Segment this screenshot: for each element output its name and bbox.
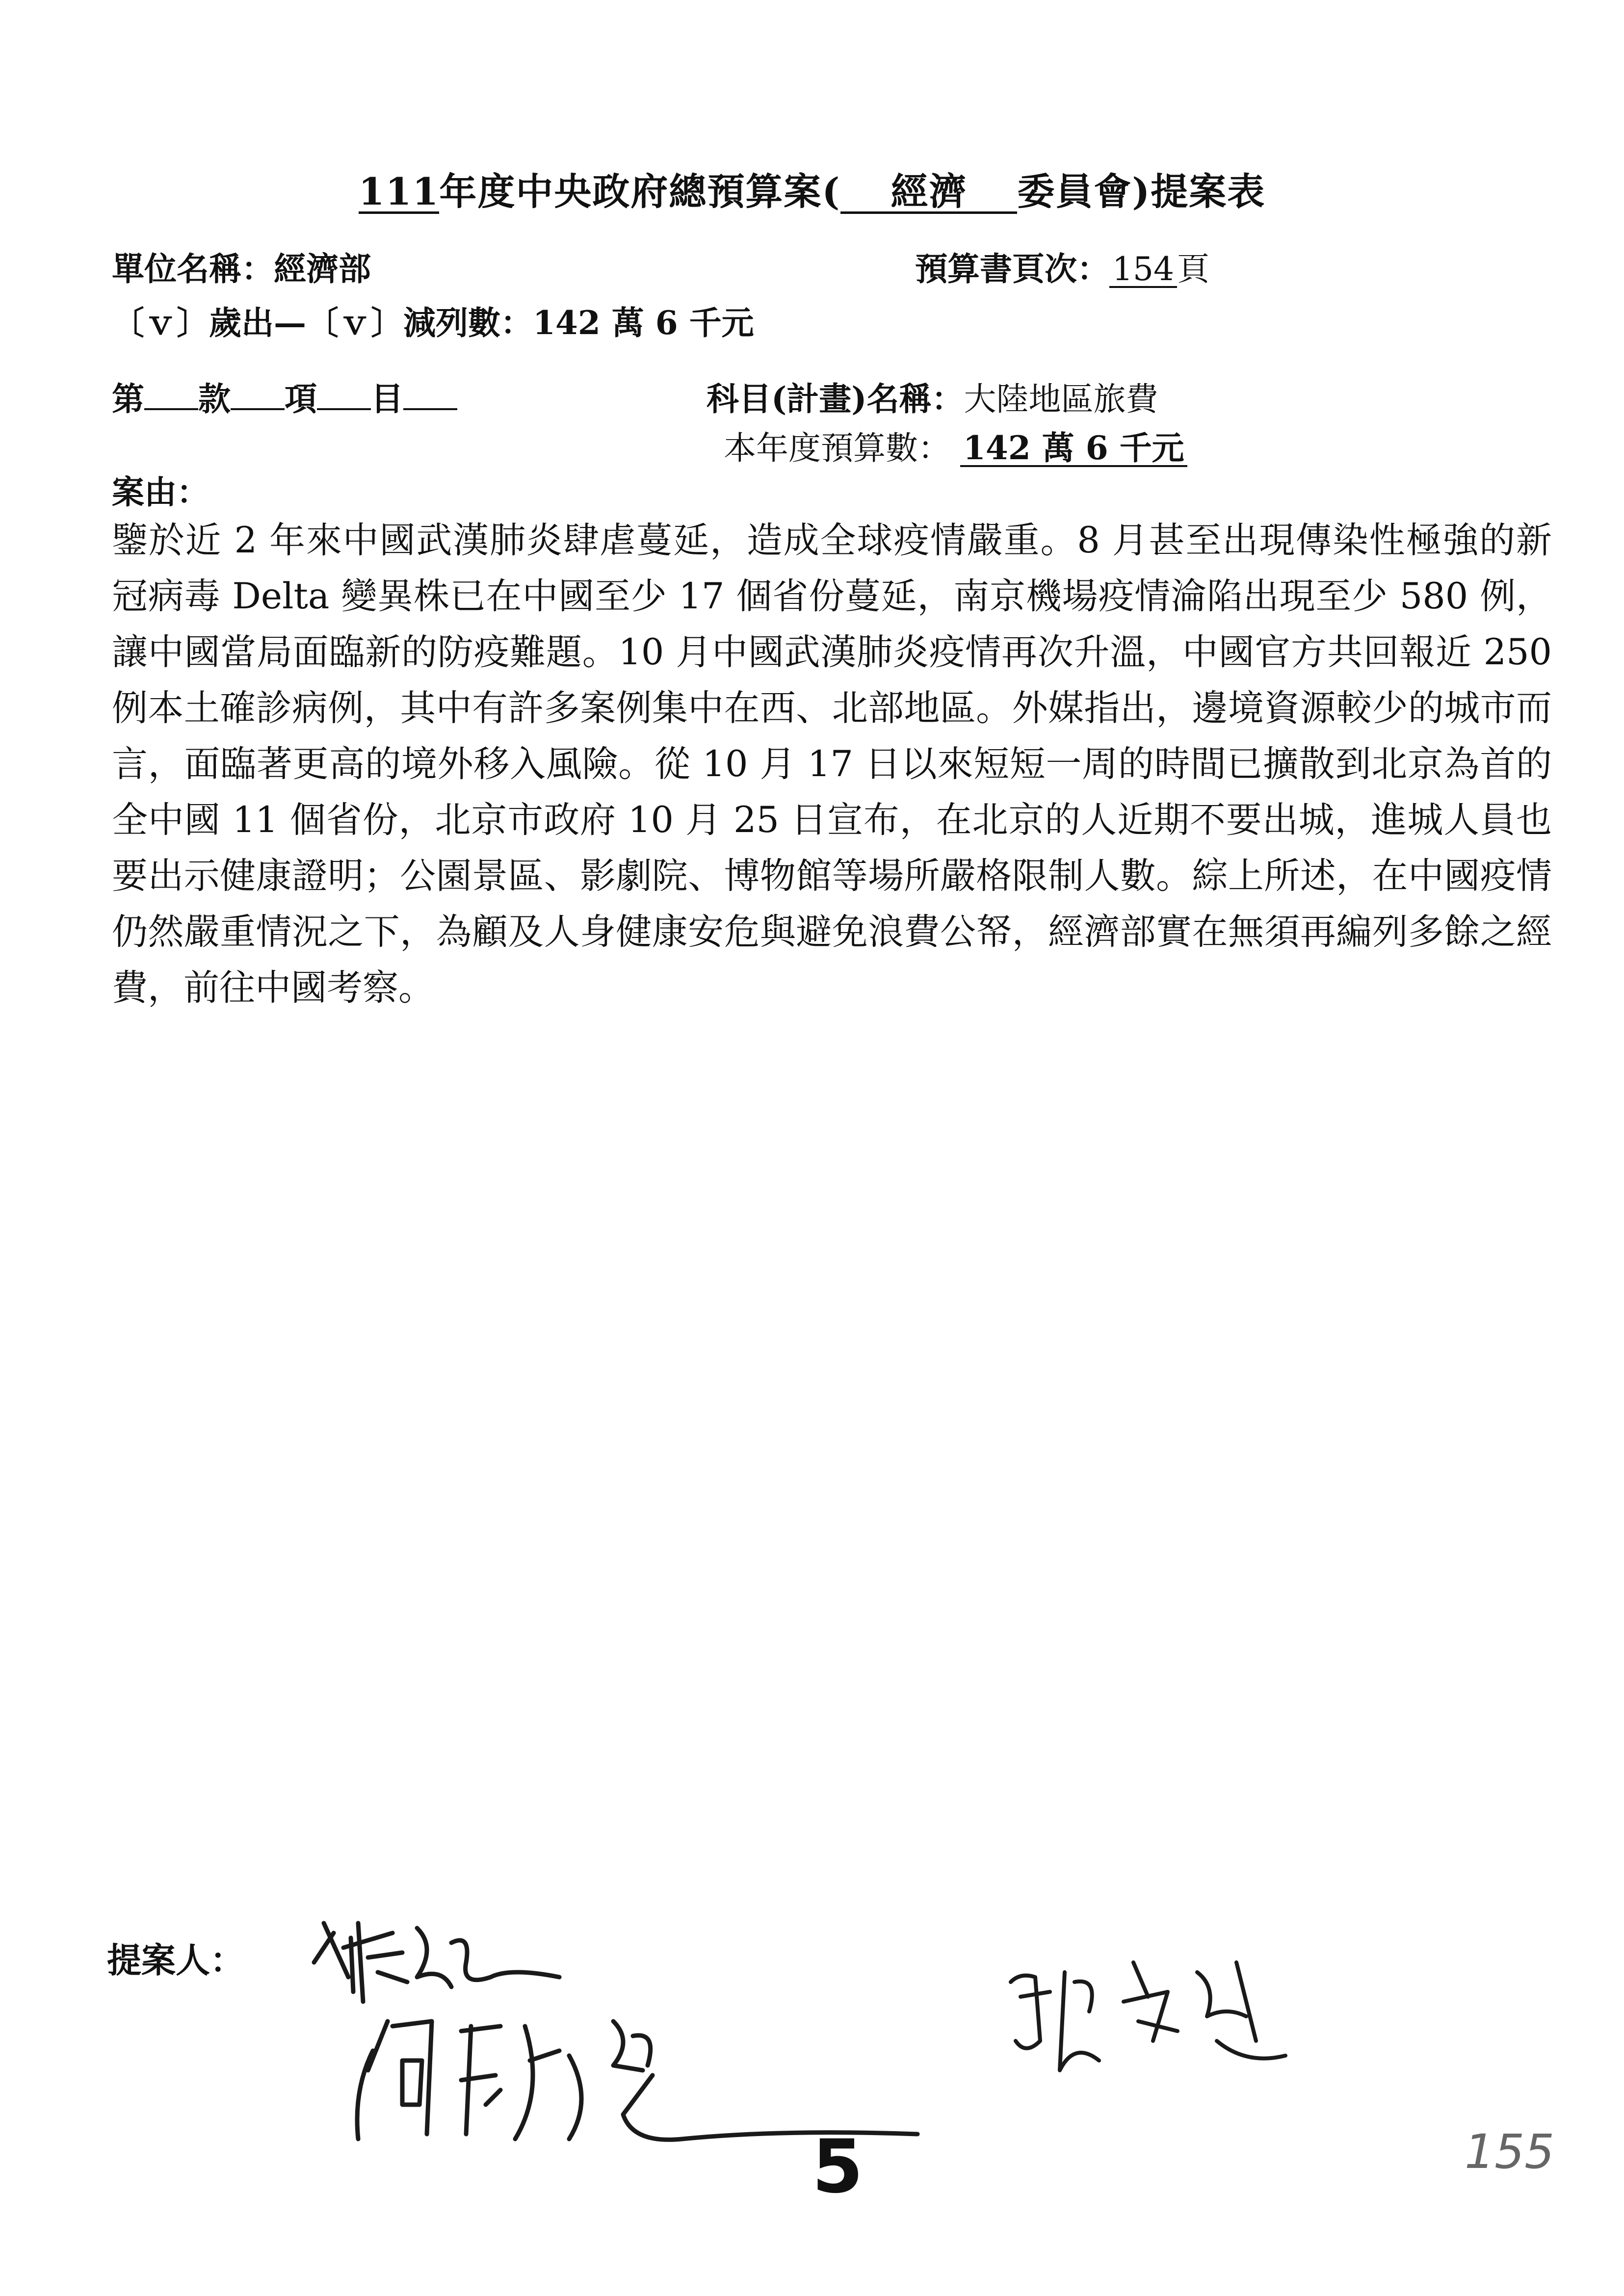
kuan-blank: [144, 380, 198, 410]
page-number: 5: [812, 2124, 864, 2210]
subject-value: 大陸地區旅費: [964, 380, 1158, 418]
reduction-field: [112, 297, 754, 343]
budget-page-suffix: 頁: [1177, 250, 1209, 288]
xiang-blank: [231, 380, 285, 410]
unit-name-label: 單位名稱：: [112, 250, 274, 288]
budget-page-label: 預算書頁次：: [915, 250, 1109, 288]
classification-field: [112, 373, 457, 419]
unit-name-value: 經濟部: [274, 250, 371, 288]
mu-trailing-blank: [403, 380, 457, 410]
classification-xiang: 項: [285, 380, 317, 418]
reason-label: 案由：: [112, 473, 209, 511]
budget-page-value: 154: [1109, 252, 1177, 288]
mu-blank: [317, 380, 371, 410]
reduction-text: 〔ｖ〕歲出—〔ｖ〕減列數：142 萬 6 千元: [112, 304, 754, 342]
subject-field: [707, 373, 1158, 419]
signature-3: [991, 1943, 1344, 2090]
subject-label: 科目(計畫)名稱：: [707, 380, 964, 418]
title-year: 111: [358, 170, 440, 213]
current-budget-field: [724, 422, 1187, 469]
unit-name-field: [112, 243, 371, 289]
current-budget-label: 本年度預算數：: [724, 429, 950, 467]
classification-di: 第: [112, 380, 144, 418]
classification-kuan: 款: [198, 380, 231, 418]
classification-mu: 目: [371, 380, 403, 418]
reason-body: 鑒於近 2 年來中國武漢肺炎肆虐蔓延，造成全球疫情嚴重。8 月甚至出現傳染性極強的新冠病毒 Delta 變異株已在中國至少 17 個省份蔓延，南京機場疫情淪陷出現至少 580 例，讓中國當局面臨新的防疫難題。10 月中國武漢肺炎疫情再次升溫，中國官方共回報近 250 例本土確診病例，其中有許多案例集中在西、北部地區。外媒指出，邊境資源較少的城市而言，面臨著更高的境外移入風險。從 10 月 17 日以來短短一周的時間已擴散到北京為首的全中國 11 個省份，北京市政府 10 月 25 日宣布，在北京的人近期不要出城，進城人員也要出示健康證明；公園景區、影劇院、博物館等場所嚴格限制人數。綜上所述，在中國疫情仍然嚴重情況之下，為顧及人身健康安危與避免浪費公帑，經濟部實在無須再編列多餘之經費，前往中國考察。: [112, 520, 1552, 1009]
title-part2: 委員會)提案表: [1017, 170, 1266, 213]
document-title: [0, 162, 1624, 215]
title-committee: 經濟: [840, 172, 1017, 214]
handwritten-page-number: 155: [1465, 2124, 1555, 2179]
budget-page-field: [915, 243, 1209, 289]
title-part1: 年度中央政府總預算案(: [439, 170, 841, 213]
proposer-label: 提案人：: [107, 1940, 244, 1981]
current-budget-value: 142 萬 6 千元: [960, 431, 1187, 467]
